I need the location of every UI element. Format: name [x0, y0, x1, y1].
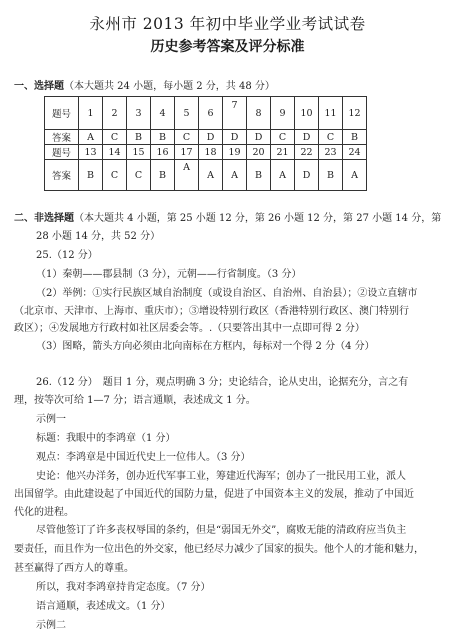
q25-heading: 25.（12 分）	[36, 250, 98, 261]
answer-letter: B	[319, 160, 343, 191]
question-number: 18	[199, 145, 223, 160]
section1-header	[14, 80, 275, 93]
question-number: 16	[151, 145, 175, 160]
answer-letter: C	[271, 130, 295, 145]
q25-part1: （1）秦朝——郡县制（3 分），元朝——行省制度。（3 分）	[36, 269, 302, 280]
question-number: 20	[247, 145, 271, 160]
q26-example1-label: 示例一	[36, 414, 66, 425]
answer-letter-cell	[175, 160, 199, 191]
answer-letter: A	[343, 160, 367, 191]
answer-letter: A	[183, 161, 190, 173]
question-number: 5	[175, 97, 199, 130]
q26-intro-line1: 26.（12 分） 题目 1 分，观点明确 3 分；史论结合，论从史出，论据充分，言之有	[36, 377, 409, 388]
q25-part2-line2: （北京市、天津市、上海市、重庆市）；③增设特别行政区（香港特别行政区、澳门特别行	[14, 306, 409, 317]
question-number: 21	[271, 145, 295, 160]
question-number: 24	[343, 145, 367, 160]
answer-letter: B	[151, 130, 175, 145]
answer-letter: C	[319, 130, 343, 145]
question-number: 3	[127, 97, 151, 130]
table-row	[45, 145, 367, 160]
answer-letter: C	[103, 130, 127, 145]
answer-letter: D	[295, 160, 319, 191]
question-number: 22	[295, 145, 319, 160]
answer-letter: B	[79, 160, 103, 191]
section2-note-cont: 28 小题 14 分，共 52 分）	[36, 231, 161, 242]
question-number: 4	[151, 97, 175, 130]
page-subtitle: 历史参考答案及评分标准	[150, 39, 305, 55]
question-number: 15	[127, 145, 151, 160]
table-row	[45, 130, 367, 145]
question-number-cell	[223, 97, 247, 130]
q26-example-body-line2: 出国留学。由此建设起了中国近代的国防力量，促进了中国资本主义的发展，推动了中国近	[14, 489, 414, 500]
q26-example-language: 语言通顺，表述成文。（1 分）	[36, 601, 171, 612]
answer-letter: C	[103, 160, 127, 191]
question-number: 1	[79, 97, 103, 130]
row-label: 题号	[45, 97, 79, 130]
table-row	[45, 160, 367, 191]
question-number: 8	[247, 97, 271, 130]
question-number: 17	[175, 145, 199, 160]
q26-example-body-line1: 史论：他兴办洋务，创办近代军事工业，筹建近代海军；创办了一批民用工业，派人	[36, 471, 406, 482]
table-row	[45, 97, 367, 130]
question-number: 11	[319, 97, 343, 130]
question-number: 14	[103, 145, 127, 160]
question-number: 23	[319, 145, 343, 160]
section1-note: （本大题共 24 小题，每小题 2 分，共 48 分）	[64, 81, 275, 92]
question-number: 10	[295, 97, 319, 130]
answer-letter: D	[295, 130, 319, 145]
question-number: 7	[231, 99, 238, 111]
answer-letter: B	[127, 130, 151, 145]
answer-letter: D	[199, 130, 223, 145]
q26-example-body-line6: 甚至赢得了西方人的尊重。	[14, 563, 134, 574]
answer-letter: B	[247, 160, 271, 191]
answer-letter: D	[247, 130, 271, 145]
answer-letter: C	[127, 160, 151, 191]
q26-example-conclusion: 所以，我对李鸿章持肯定态度。（7 分）	[36, 582, 211, 593]
answer-letter: A	[199, 160, 223, 191]
question-number: 19	[223, 145, 247, 160]
q26-example-body-line3: 代化的进程。	[14, 507, 74, 518]
question-number: 2	[103, 97, 127, 130]
answer-letter: C	[175, 130, 199, 145]
q26-example-title: 标题：我眼中的李鸿章（1 分）	[36, 433, 176, 444]
row-label: 题号	[45, 145, 79, 160]
question-number: 9	[271, 97, 295, 130]
answer-letter: B	[151, 160, 175, 191]
answer-letter: A	[223, 160, 247, 191]
question-number: 12	[343, 97, 367, 130]
section1-heading: 一、选择题	[14, 81, 64, 92]
q26-example-view: 观点：李鸿章是中国近代史上一位伟人。（3 分）	[36, 452, 251, 463]
q26-example-body-line5: 要责任，而且作为一位出色的外交家，他已经尽力减少了国家的损失。他个人的才能和魅力，	[14, 544, 424, 555]
section2-header	[14, 212, 441, 225]
question-number: 13	[79, 145, 103, 160]
section2-note: （本大题共 4 小题，第 25 小题 12 分，第 26 小题 12 分，第 27 小题 14 分，第	[74, 213, 442, 224]
answer-letter: A	[79, 130, 103, 145]
answer-letter: B	[343, 130, 367, 145]
row-label: 答案	[45, 130, 79, 145]
answer-letter: A	[271, 160, 295, 191]
q26-example-body-line4: 尽管他签订了许多丧权辱国的条约，但是“弱国无外交”，腐败无能的清政府应当负主	[36, 525, 407, 536]
section2-heading: 二、非选择题	[14, 213, 74, 224]
q26-example2-label: 示例二	[36, 620, 66, 631]
answer-letter: D	[223, 130, 247, 145]
question-number: 6	[199, 97, 223, 130]
page-title: 永州市 2013 年初中毕业学业考试试卷	[89, 15, 366, 33]
q26-intro-line2: 理，按等次可给 1—7 分；语言通顺，表述成文 1 分。	[14, 395, 256, 406]
answer-table	[44, 96, 367, 191]
q25-part2-line1: （2）举例：①实行民族区域自治制度（或设自治区、自治州、自治县）；②设立直辖市	[36, 288, 418, 299]
row-label: 答案	[45, 160, 79, 191]
q25-part2-line3: 政区）；④发展地方行政村如社区居委会等。.（只要答出其中一点即可得 2 分）	[14, 323, 365, 334]
q25-part3: （3）图略，箭头方向必须由北向南标在方框内，每标对一个得 2 分（4 分）	[36, 341, 375, 352]
